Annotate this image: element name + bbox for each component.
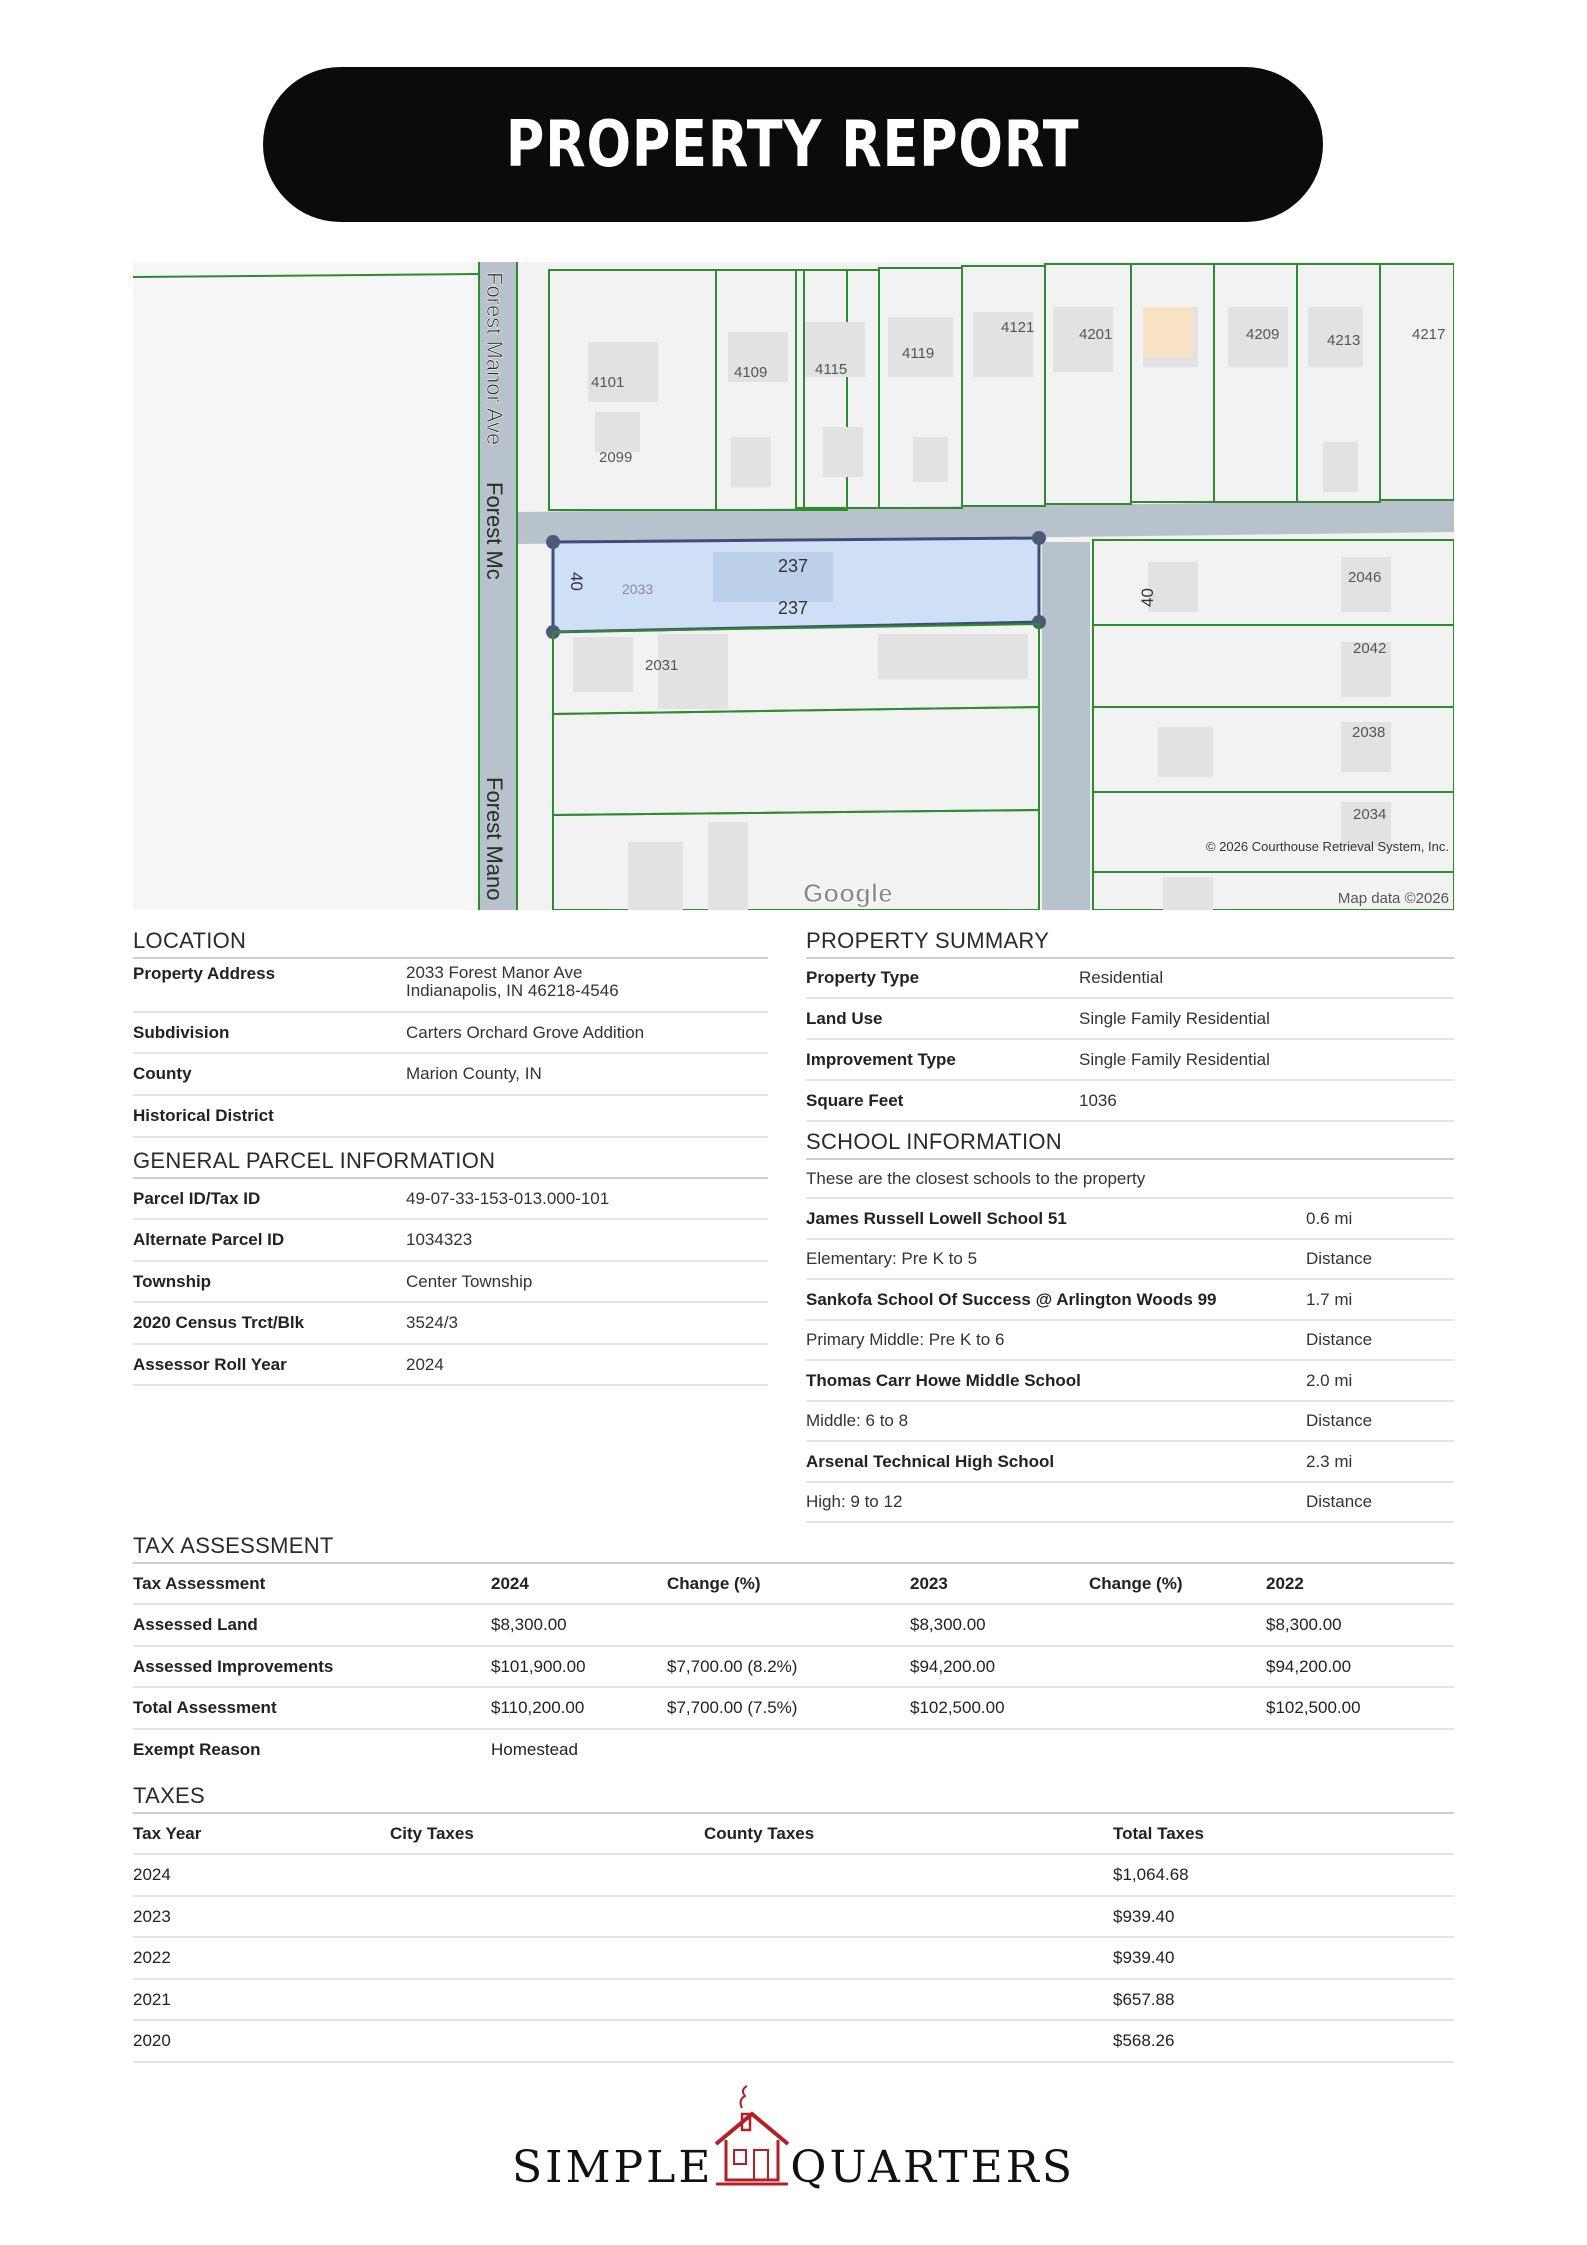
parcel-map [133,262,1454,910]
county-label: County [133,1064,192,1083]
lot-2099: 2099 [599,449,633,466]
google-logo: Google [803,878,893,908]
school-level-row [806,1483,1454,1523]
cell: 2020 [133,2031,171,2050]
township-label: Township [133,1271,212,1291]
lot-4121: 4121 [1001,319,1035,336]
table-row [133,1980,1454,2021]
map-copyright: © 2026 Courthouse Retrieval System, Inc. [1206,839,1449,854]
map-data-credit: Map data ©2026 [1337,890,1449,907]
cell: 2022 [133,1948,171,1967]
parcel-id-label: Parcel ID/Tax ID [133,1188,261,1208]
location-row [133,959,768,1013]
table-row [133,1730,1454,1769]
lot-4109: 4109 [734,364,768,381]
parcel-number: 2033 [622,581,654,597]
summary-title: PROPERTY SUMMARY [806,928,1454,959]
lot-4119: 4119 [902,345,935,362]
property-address-label: Property Address [133,964,276,983]
cell: $102,500.00 [910,1698,1005,1717]
parcel-section [133,1148,768,1386]
roll-year-label: Assessor Roll Year [133,1354,287,1374]
title-banner [263,67,1323,222]
school-name-row [806,1442,1454,1483]
header-cell: Change (%) [1089,1573,1183,1593]
cell: $657.88 [1113,1989,1175,2009]
table-row [133,1647,1454,1688]
summary-row [806,999,1454,1040]
row-label: Total Assessment [133,1698,277,1717]
alternate-parcel-label: Alternate Parcel ID [133,1230,285,1249]
cell: $101,900.00 [491,1656,586,1676]
cell: $110,200.00 [491,1698,585,1717]
county-value: Marion County, IN [406,1064,542,1083]
improvement-type-label: Improvement Type [806,1049,956,1069]
parcel-row [133,1345,768,1386]
school-name-row [806,1280,1454,1321]
parcel-title: GENERAL PARCEL INFORMATION [133,1148,768,1179]
school-distance: 1.7 mi [1306,1289,1353,1309]
school-distance-label: Distance [1306,1492,1373,1511]
table-row [133,2021,1454,2063]
header-cell: Tax Assessment [133,1573,266,1593]
taxes-header [133,1814,1454,1855]
location-title: LOCATION [133,928,768,959]
square-feet-label: Square Feet [806,1090,904,1110]
street-label-forest-mc: Forest Mc [482,482,507,580]
summary-row [806,959,1454,999]
taxes-title: TAXES [133,1783,1454,1814]
subdivision-label: Subdivision [133,1022,230,1042]
header-cell: County Taxes [704,1823,815,1843]
row-label: Assessed Improvements [133,1656,334,1676]
location-section [133,928,768,1138]
brand-right: QUARTERS [790,2142,1076,2193]
cell: 2021 [133,1989,171,2009]
lot-2042: 2042 [1353,640,1387,657]
cell: $1,064.68 [1113,1865,1189,1884]
school-distance-label: Distance [1306,1330,1373,1349]
school-name-row [806,1361,1454,1402]
dim-left: 40 [567,572,586,591]
table-row [133,1897,1454,1938]
table-row [133,1688,1454,1730]
school-level: Primary Middle: Pre K to 6 [806,1330,1005,1349]
cell: $94,200.00 [1266,1656,1352,1676]
improvement-type-value: Single Family Residential [1079,1049,1270,1069]
parcel-row [133,1303,768,1345]
school-title: SCHOOL INFORMATION [806,1129,1454,1160]
page-title: PROPERTY REPORT [506,107,1080,182]
school-name: Arsenal Technical High School [806,1451,1055,1471]
lot-4213: 4213 [1327,332,1361,349]
summary-row [806,1040,1454,1081]
school-name: James Russell Lowell School 51 [806,1208,1067,1228]
school-intro-row [806,1160,1454,1199]
school-level: Middle: 6 to 8 [806,1411,909,1430]
school-distance: 0.6 mi [1306,1208,1353,1228]
brand-logo [0,2080,1587,2193]
cell: $8,300.00 [910,1615,986,1634]
lot-2038: 2038 [1352,724,1386,741]
dim-top: 237 [778,556,809,576]
alternate-parcel-value: 1034323 [406,1230,473,1249]
header-cell: City Taxes [390,1823,474,1843]
lot-4115: 4115 [815,361,848,378]
lot-2031: 2031 [645,657,679,674]
table-row [133,1855,1454,1897]
land-use-value: Single Family Residential [1079,1008,1270,1028]
dim-right: 40 [1138,588,1157,607]
location-row [133,1013,768,1054]
school-level: Elementary: Pre K to 5 [806,1249,978,1268]
taxes-section [133,1783,1454,2063]
house-icon [712,2080,792,2190]
parcel-row [133,1220,768,1262]
lot-2046: 2046 [1348,569,1382,586]
tax-assessment-section [133,1533,1454,1769]
property-address-line1: 2033 Forest Manor Ave [406,963,583,982]
location-row [133,1096,768,1138]
header-cell: Tax Year [133,1823,202,1843]
lot-4209: 4209 [1246,326,1280,343]
cell: $939.40 [1113,1948,1175,1967]
school-level-row [806,1402,1454,1442]
school-level: High: 9 to 12 [806,1492,903,1511]
school-distance: 2.3 mi [1306,1451,1353,1471]
cell: 2024 [133,1865,171,1884]
cell: $94,200.00 [910,1656,996,1676]
cell: $568.26 [1113,2031,1175,2050]
header-cell: 2023 [910,1573,948,1593]
street-label-forest-mano: Forest Mano [482,777,507,901]
school-name: Sankofa School Of Success @ Arlington Woods 99 [806,1289,1217,1309]
historical-district-label: Historical District [133,1106,274,1125]
school-distance-label: Distance [1306,1411,1373,1430]
cell: $939.40 [1113,1906,1175,1926]
property-type-value: Residential [1079,968,1164,987]
header-cell: 2024 [491,1573,529,1593]
summary-row [806,1081,1454,1122]
square-feet-value: 1036 [1079,1090,1117,1110]
row-label: Exempt Reason [133,1739,261,1759]
school-distance: 2.0 mi [1306,1370,1353,1390]
header-cell: Total Taxes [1113,1823,1205,1843]
lot-2034: 2034 [1353,806,1387,823]
land-use-label: Land Use [806,1008,883,1028]
lot-4201: 4201 [1079,326,1113,343]
header-cell: Change (%) [667,1573,761,1593]
tax-assessment-title: TAX ASSESSMENT [133,1533,1454,1564]
location-row [133,1054,768,1096]
school-level-row [806,1321,1454,1361]
property-address-line2: Indianapolis, IN 46218-4546 [406,981,619,1000]
cell: $8,300.00 [1266,1615,1342,1634]
cell: $7,700.00 (7.5%) [667,1698,798,1717]
cell: Homestead [491,1739,578,1759]
tax-assessment-header [133,1564,1454,1605]
cell: $102,500.00 [1266,1698,1361,1717]
cell: $8,300.00 [491,1615,567,1634]
summary-section [806,928,1454,1122]
lot-4101: 4101 [591,374,625,391]
header-cell: 2022 [1266,1573,1304,1593]
property-type-label: Property Type [806,968,920,987]
dim-bottom: 237 [778,598,809,618]
school-name-row [806,1199,1454,1240]
school-intro: These are the closest schools to the property [806,1168,1146,1188]
roll-year-value: 2024 [406,1354,444,1374]
school-distance-label: Distance [1306,1249,1373,1268]
school-name: Thomas Carr Howe Middle School [806,1370,1081,1390]
street-label-forest-manor: Forest Manor Ave [482,272,507,446]
row-label: Assessed Land [133,1615,258,1634]
census-value: 3524/3 [406,1313,458,1332]
lot-4217: 4217 [1412,326,1446,343]
parcel-row [133,1179,768,1220]
cell: $7,700.00 (8.2%) [667,1656,798,1676]
table-row [133,1938,1454,1980]
cell: 2023 [133,1906,171,1926]
township-value: Center Township [406,1271,533,1291]
parcel-id-value: 49-07-33-153-013.000-101 [406,1188,610,1208]
school-level-row [806,1240,1454,1280]
brand-left: SIMPLE [511,2142,714,2193]
subdivision-value: Carters Orchard Grove Addition [406,1022,645,1042]
school-section [806,1129,1454,1523]
census-label: 2020 Census Trct/Blk [133,1313,305,1332]
table-row [133,1605,1454,1647]
parcel-row [133,1262,768,1303]
